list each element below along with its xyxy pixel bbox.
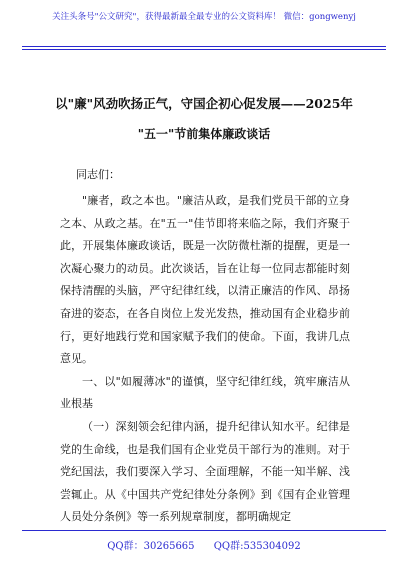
footer-divider [22,530,386,531]
header-divider-thin [22,49,386,50]
header-promo-text: 关注头条号"公文研究"，获得最新最全最专业的公文资料库！ 微信：gongwenyj [52,12,356,22]
greeting: 同志们： [76,168,120,181]
footer-qq-group-1: QQ群：30265665 [107,541,195,552]
footer-contact [0,537,408,552]
section-heading: 一、以"如履薄冰"的谨慎，坚守纪律红线，筑牢廉洁从业根基 [60,374,350,411]
document-body [60,190,350,529]
body-paragraph: "廉者，政之本也。"廉洁从政，是我们党员干部的立身之本、从政之基。在"五一"佳节即将来临之际，我们齐聚于此，开展集体廉政谈话，既是一次防微杜渐的提醒，更是一次凝心聚力的动员。此次谈话，旨在让每一位同志都能时刻保持清醒的头脑，严守纪律红线，以清正廉洁的作风、昂扬奋进的姿态，在各自岗位上发光发热，推动国有企业稳步前行，更好地践行党和国家赋予我们的使命。下面，我讲几点意见。 [60,194,350,366]
document-title: 以"廉"风劲吹扬正气，守国企初心促发展——2025年 [55,96,353,111]
footer-qq-group-2: QQ群:535304092 [213,541,301,552]
document-subtitle: "五一"节前集体廉政谈话 [137,127,271,141]
header-divider [22,46,386,47]
body-paragraph: （一）深刻领会纪律内涵，提升纪律认知水平。纪律是党的生命线，也是我们国有企业党员干部行为的准则。对于党纪国法，我们要深入学习、全面理解，不能一知半解、浅尝辄止。从《中国共产党纪律处分条例》到《国有企业管理人员处分条例》等一系列规章制度，都明确规定 [60,419,350,524]
